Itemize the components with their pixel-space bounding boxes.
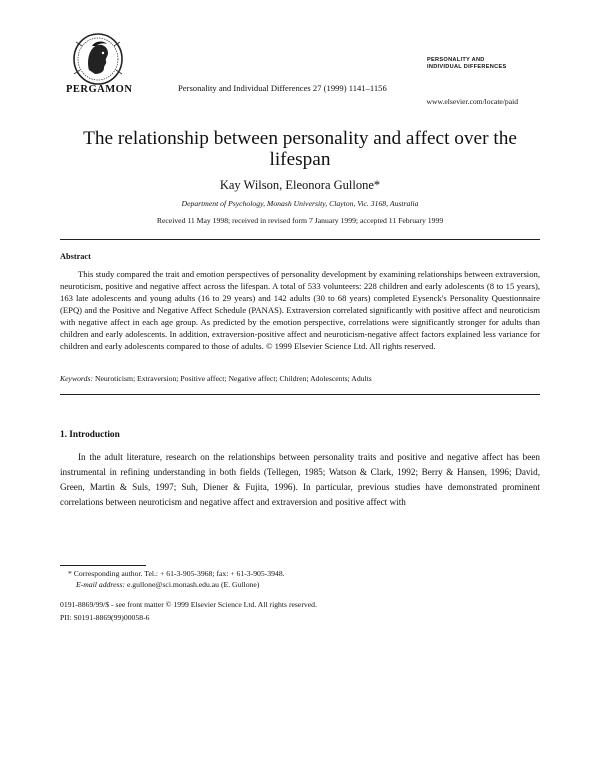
copyright-block (60, 598, 540, 624)
abstract-body: This study compared the trait and emotion perspectives of personality development by examining relationships between extraversion, neuroticism, positive and negative affect across the lifespan. A total of 533 volunteers: 228 children and early adolescents (8 to 15 years), 163 late adolescents and young adults (16 to 29 years) and 142 adults (30 to 68 years) completed Eysenck's Personality Questionnaire (EPQ) and the Positive and Negative Affect Schedule (PANAS). Extraversion correlated significantly with positive affect and neuroticism with negative affect in each age group. As predicted by the emotion perspective, correlations were significantly stronger for adults than children and early adolescents. In addition, extraversion-positive affect and neuroticism-negative affect factors explained less variance for children and early adolescents compared to those of adults. © 1999 Elsevier Science Ltd. All rights reserved. (60, 269, 540, 352)
journal-brand-line2: INDIVIDUAL DIFFERENCES (427, 64, 507, 70)
email-text: e.gullone@sci.monash.edu.au (E. Gullone) (125, 580, 260, 589)
journal-reference: Personality and Individual Differences 27 (1999) 1141–1156 (178, 83, 387, 93)
copyright-line: 0191-8869/99/$ - see front matter © 1999 Elsevier Science Ltd. All rights reserved. (60, 600, 317, 609)
pii-line: PII: S0191-8869(99)00058-6 (60, 613, 150, 623)
keywords-label: Keywords: (60, 374, 94, 383)
article-authors: Kay Wilson, Eleonora Gullone* (219, 178, 381, 192)
publisher-name: PERGAMON (66, 84, 133, 95)
received-dates: Received 11 May 1998; received in revised form 7 January 1999; accepted 11 February 1999 (156, 216, 444, 225)
email-note (60, 580, 556, 591)
abstract-heading: Abstract (60, 252, 91, 261)
article-title: The relationship between personality and affect over the lifespan (83, 128, 517, 170)
divider-bottom (60, 394, 540, 395)
pergamon-logo-icon (62, 30, 134, 92)
corresponding-author-note: * Corresponding author. Tel.: + 61-3-905-3968; fax: + 61-3-905-3948. (68, 569, 285, 578)
section-heading-introduction: 1. Introduction (60, 430, 120, 440)
author-affiliation: Department of Psychology, Monash University, Clayton, Vic. 3168, Australia (181, 199, 419, 208)
keywords (60, 374, 540, 383)
email-label: E-mail address: (76, 580, 126, 589)
footnote-rule (60, 565, 146, 566)
journal-website: www.elsevier.com/locate/paid (426, 97, 518, 106)
keywords-text: Neuroticism; Extraversion; Positive affect; Negative affect; Children; Adolescents; Adults (93, 374, 372, 383)
journal-brand-line1: PERSONALITY AND (427, 57, 485, 63)
journal-brand (427, 57, 507, 71)
divider-top (60, 239, 540, 240)
introduction-body: In the adult literature, research on the relationships between personality traits and positive and negative affect has been instrumental in refining understanding in both fields (Tellegen, 1985; Watson & Clark, 1992; Berry & Hansen, 1996; David, Green, Martin & Suls, 1997; Suh, Diener & Fujita, 1996). In particular, previous studies have demonstrated prominent correlations between neuroticism and negative affect and extraversion and positive affect with (60, 452, 540, 508)
